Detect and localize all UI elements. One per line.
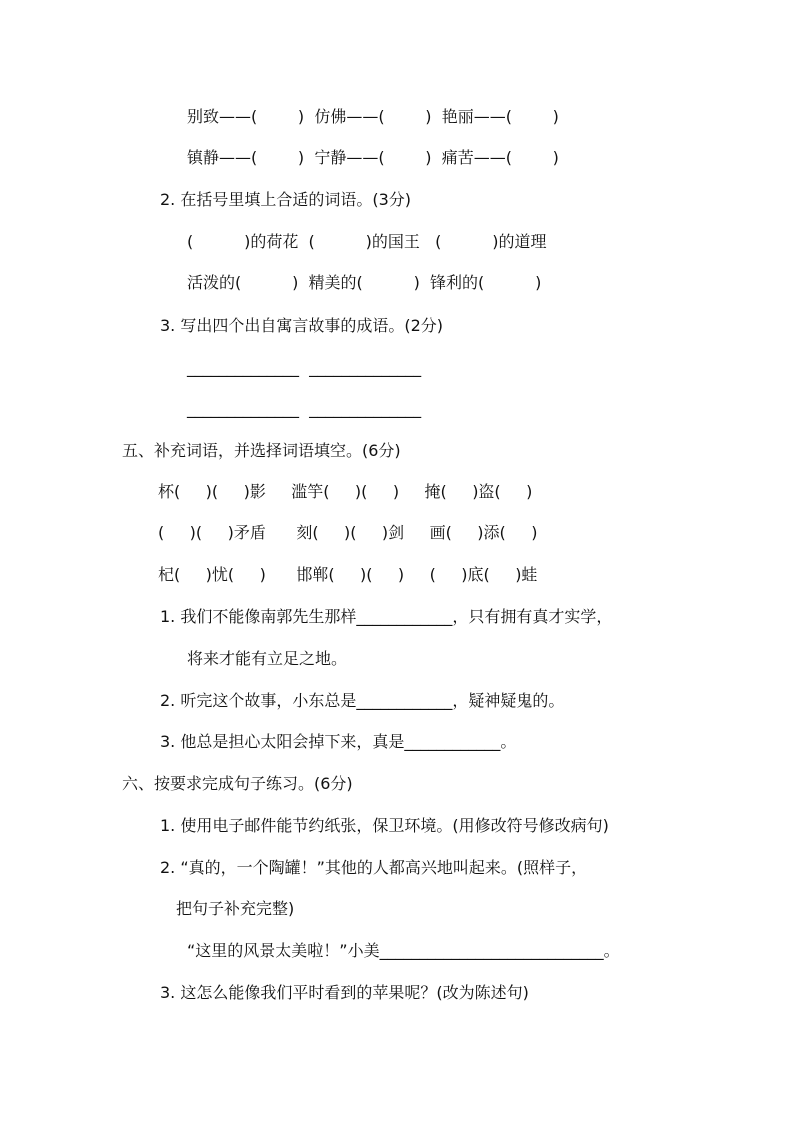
sentence-1-cont: 将来才能有立足之地。 <box>187 649 348 668</box>
idiom-blank-row-2: ______________ ______________ <box>187 399 422 418</box>
idiom-row-1: 杯( )( )影 滥竽( )( ) 掩( )盗( ) <box>158 482 533 501</box>
sentence-1: 1. 我们不能像南郭先生那样____________，只有拥有真才实学， <box>160 607 613 626</box>
exercise-1: 1. 使用电子邮件能节约纸张，保卫环境。(用修改符号修改病句) <box>160 816 609 835</box>
exercise-3: 3. 这怎么能像我们平时看到的苹果呢？(改为陈述句) <box>160 983 529 1002</box>
exercise-2-cont: 把句子补充完整) <box>176 899 295 918</box>
sentence-2: 2. 听完这个故事，小东总是____________，疑神疑鬼的。 <box>160 691 565 710</box>
exercise-2: 2. “真的，一个陶罐！”其他的人都高兴地叫起来。(照样子， <box>160 858 588 877</box>
section-6-title: 六、按要求完成句子练习。(6分) <box>122 774 353 793</box>
exercise-2-example: “这里的风景太美啦！”小美____________________________。 <box>187 941 620 960</box>
question-2-title: 2. 在括号里填上合适的词语。(3分) <box>160 190 412 209</box>
section-5-title: 五、补充词语，并选择词语填空。(6分) <box>122 441 401 460</box>
sentence-3: 3. 他总是担心太阳会掉下来，真是____________。 <box>160 732 517 751</box>
idiom-row-2: ( )( )矛盾 刻( )( )剑 画( )添( ) <box>158 523 538 542</box>
idiom-row-3: 杞( )忧( ) 邯郸( )( ) ( )底( )蛙 <box>158 565 538 584</box>
synonym-row-1: 别致——( ) 仿佛——( ) 艳丽——( ) <box>187 107 559 126</box>
fill-row-2: 活泼的( ) 精美的( ) 锋利的( ) <box>187 273 542 292</box>
synonym-row-2: 镇静——( ) 宁静——( ) 痛苦——( ) <box>187 148 559 167</box>
question-3-title: 3. 写出四个出自寓言故事的成语。(2分) <box>160 316 444 335</box>
fill-row-1: ( )的荷花 ( )的国王 ( )的道理 <box>187 232 547 251</box>
idiom-blank-row-1: ______________ ______________ <box>187 358 422 377</box>
